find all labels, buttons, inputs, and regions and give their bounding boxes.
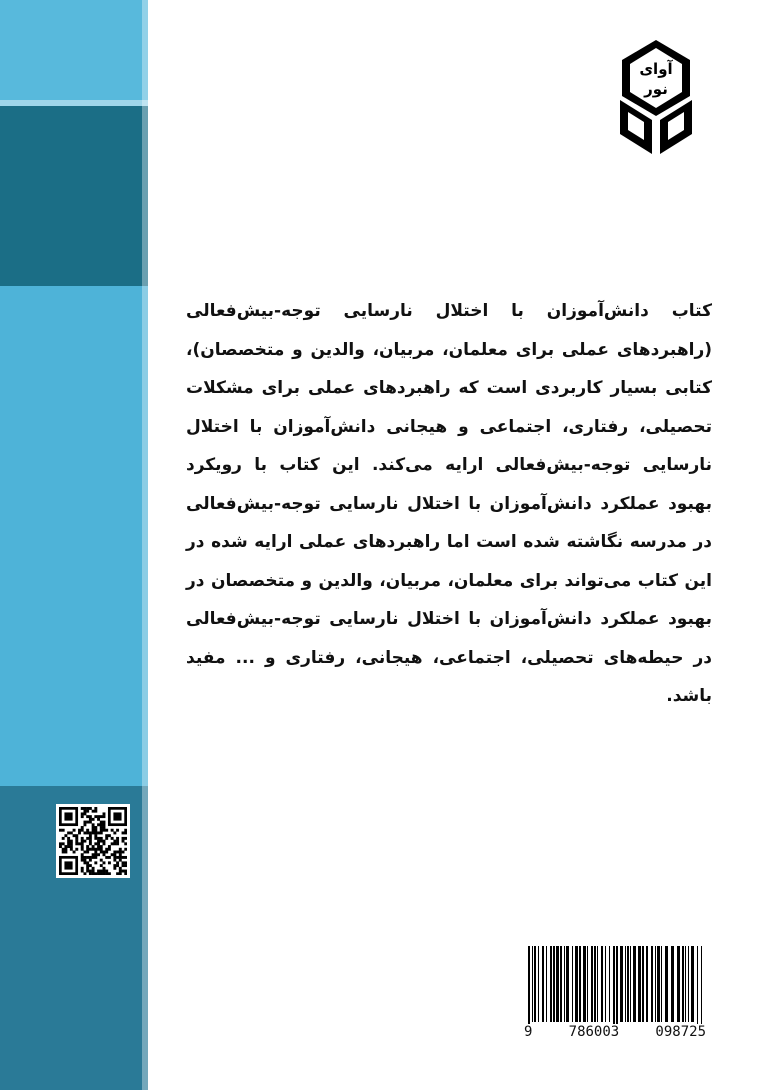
publisher-logo — [616, 38, 696, 156]
qr-code[interactable] — [56, 804, 130, 878]
spine-band-dark — [0, 106, 148, 286]
spine-band-light — [0, 286, 148, 786]
spine-band-top — [0, 0, 148, 100]
isbn-number — [522, 1024, 708, 1044]
book-spine — [0, 0, 148, 1090]
spine-edge — [142, 0, 148, 1090]
isbn-right-group: 098725 — [653, 1024, 708, 1044]
isbn-barcode — [522, 944, 708, 1054]
logo-text-line2: نور — [644, 80, 668, 98]
logo-text-line1: آوای — [639, 60, 673, 78]
back-cover-description: کتاب دانش‌آموزان با اختلال نارسایی توجه-بیش‌فعالی (راهبردهای عملی برای معلمان، مربیان، والدین و متخصصان)، کتابی بسیار کاربردی است که راهبردهای عملی برای مشکلات تحصیلی، رفتاری، اجتماعی و هیجانی دانش‌آموزان با اختلال نارسایی توجه-بیش‌فعالی ارایه می‌کند. این کتاب با رویکرد بهبود عملکرد دانش‌آموزان با اختلال نارسایی توجه-بیش‌فعالی در مدرسه نگاشته شده است اما راهبردهای عملی ارایه شده در این کتاب می‌تواند برای معلمان، مربیان، والدین و متخصصان در بهبود عملکرد دانش‌آموزان با اختلال نارسایی توجه-بیش‌فعالی در حیطه‌های تحصیلی، اجتماعی، هیجانی، رفتاری و ... مفید باشد. — [186, 301, 712, 706]
isbn-first-digit: 9 — [522, 1024, 534, 1044]
isbn-left-group: 786003 — [567, 1024, 622, 1044]
